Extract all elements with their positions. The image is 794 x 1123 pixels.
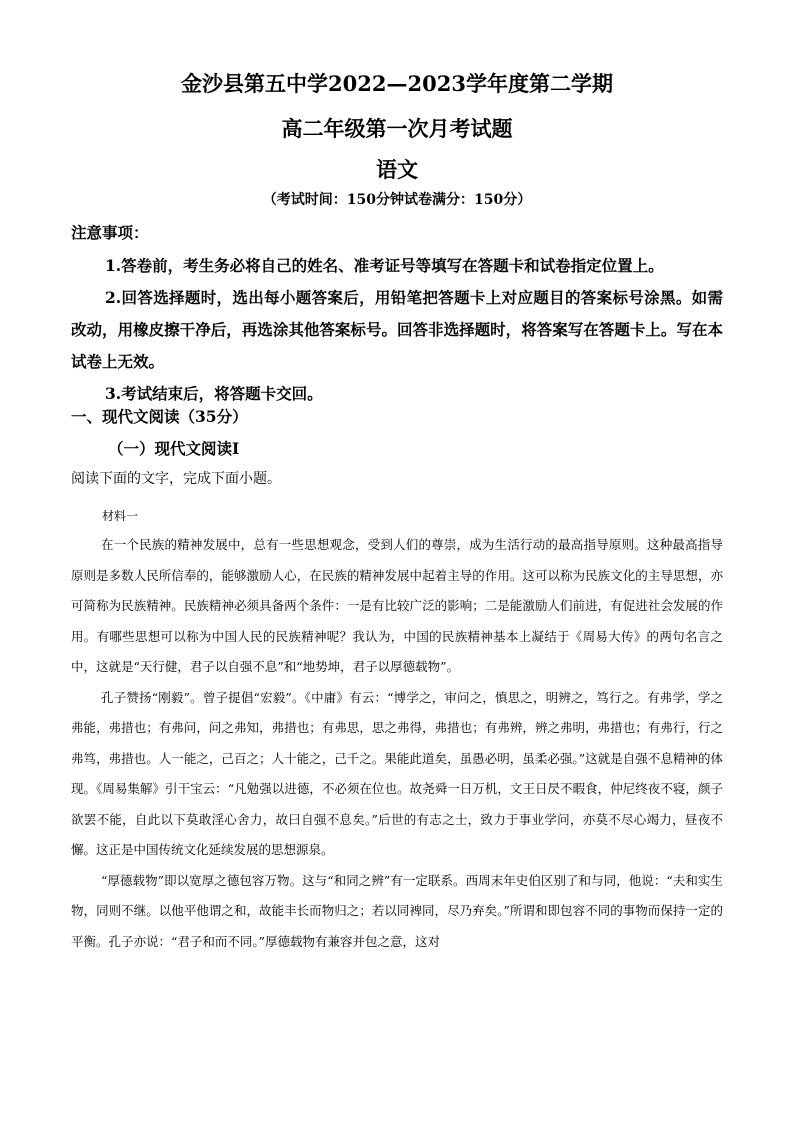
subsection-title: （一）现代文阅读Ⅰ <box>108 439 240 458</box>
material-text <box>71 530 723 957</box>
subject-title: 语文 <box>376 157 418 182</box>
paragraph-1: 在一个民族的精神发展中，总有一些思想观念，受到人们的尊崇，成为生活行动的最高指导原则。这种最高指导原则是多数人民所信奉的，能够激励人心，在民族的精神发展中起着主导的作用。这可以称为民族文化的主导思想，亦可简称为民族精神。民族精神必须具备两个条件：一是有比较广泛的影响；二是能激励人们前进，有促进社会发展的作用。有哪些思想可以称为中国人民的民族精神呢？我认为，中国的民族精神基本上凝结于《周易大传》的两句名言之中，这就是“天行健，君子以自强不息”和“地势坤，君子以厚德载物”。 <box>71 537 723 674</box>
notice-heading: 注意事项： <box>71 223 149 242</box>
paragraph-2: 孔子赞扬“刚毅”。曾子提倡“宏毅”。《中庸》有云：“博学之，审问之，慎思之，明辨之，笃行之。有弗学，学之弗能，弗措也；有弗问，问之弗知，弗措也；有弗思，思之弗得，弗措也；有弗辨，辨之弗明，弗措也；有弗行，行之弗笃，弗措也。人一能之，己百之；人十能之，己千之。果能此道矣，虽愚必明，虽柔必强。”这就是自强不息精神的体现。《周易集解》引干宝云：“凡勉强以进德，不必须在位也。故尧舜一日万机，文王日昃不暇食，仲尼终夜不寝，颜子欲罢不能，自此以下莫敢淫心舍力，故曰自强不息矣。”后世的有志之士，致力于事业学问，亦莫不尽心竭力，昼夜不懈。这正是中国传统文化延续发展的思想源泉。 <box>71 689 723 857</box>
paragraph-3: “厚德载物”即以宽厚之德包容万物。这与“和同之辨”有一定联系。西周末年史伯区别了和与同，他说：“夫和实生物，同则不继。以他平他谓之和，故能丰长而物归之；若以同裨同，尽乃弃矣。”所谓和即包容不同的事物而保持一定的平衡。孔子亦说：“君子和而不同。”厚德载物有兼容并包之意，这对 <box>71 872 723 949</box>
notice-item-2: 2.回答选择题时，选出每小题答案后，用铅笔把答题卡上对应题目的答案标号涂黑。如需改动，用橡皮擦干净后，再选涂其他答案标号。回答非选择题时，将答案写在答题卡上。写在本试卷上无效。 <box>71 288 723 371</box>
material-label: 材料一 <box>102 509 139 523</box>
notice-item-3: 3.考试结束后，将答题卡交回。 <box>105 384 323 403</box>
exam-title-line1: 金沙县第五中学2022—2023学年度第二学期 <box>181 71 613 96</box>
exam-title-line2: 高二年级第一次月考试题 <box>281 116 513 141</box>
exam-time-info: （考试时间：150分钟试卷满分：150分） <box>262 192 532 208</box>
section-title: 一、现代文阅读（35分） <box>71 407 248 426</box>
notice-item-1: 1.答卷前，考生务必将自己的姓名、准考证号等填写在答题卡和试卷指定位置上。 <box>105 256 664 275</box>
reading-instruction: 阅读下面的文字，完成下面小题。 <box>71 471 281 487</box>
notice-list <box>71 250 723 410</box>
